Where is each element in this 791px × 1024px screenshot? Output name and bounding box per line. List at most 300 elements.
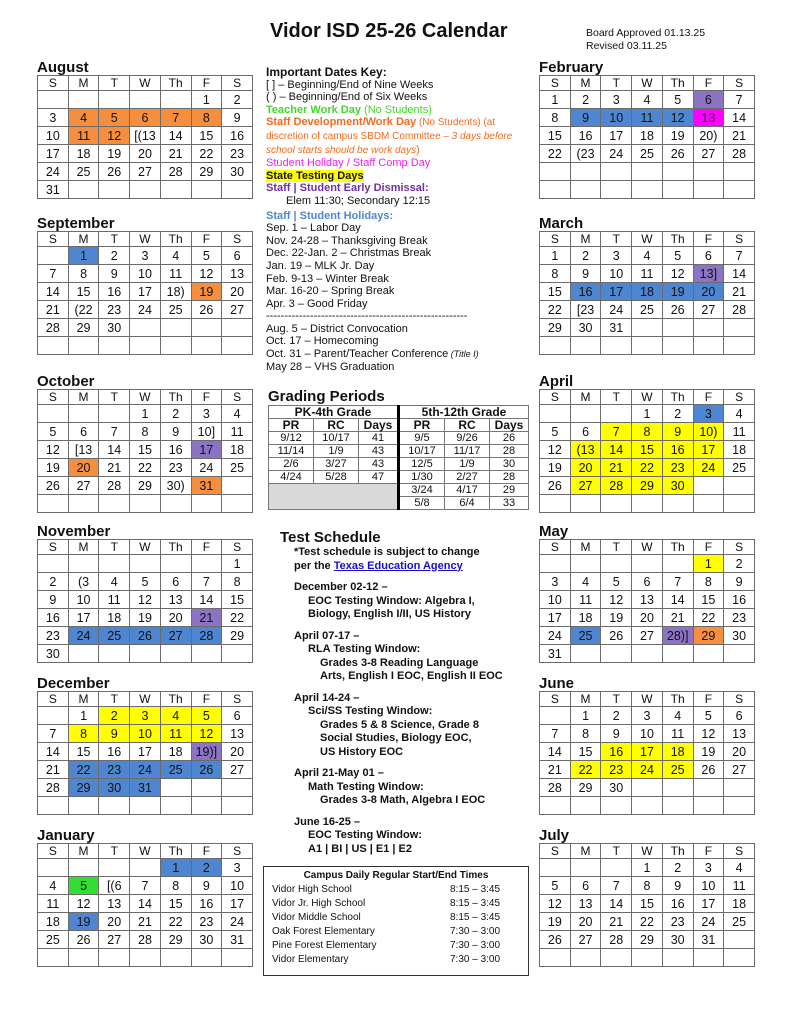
- day-cell: 24: [191, 459, 222, 477]
- day-cell: 16: [601, 743, 632, 761]
- day-cell: 22: [540, 301, 571, 319]
- weekday-header: S: [222, 540, 253, 555]
- day-cell: [632, 319, 663, 337]
- day-cell: [130, 949, 161, 967]
- day-cell: 21: [38, 301, 69, 319]
- day-cell: 26: [662, 301, 693, 319]
- day-cell: 5: [540, 423, 571, 441]
- day-cell: 23: [222, 145, 253, 163]
- weekday-header: M: [570, 692, 601, 707]
- day-cell: [693, 477, 724, 495]
- day-cell: (22: [68, 301, 99, 319]
- grading-cell: 12/5: [399, 458, 445, 471]
- day-cell: 9: [724, 573, 755, 591]
- weekday-header: Th: [160, 76, 191, 91]
- test-line: Sci/SS Testing Window:: [308, 705, 433, 717]
- day-cell: 20: [68, 459, 99, 477]
- month-october: [37, 374, 253, 513]
- day-cell: 3: [130, 707, 161, 725]
- day-cell: [99, 797, 130, 815]
- test-line: EOC Testing Window:: [308, 829, 422, 841]
- day-cell: 17: [601, 283, 632, 301]
- day-cell: 18: [632, 127, 663, 145]
- campus-name: Vidor Jr. High School: [272, 898, 366, 909]
- day-cell: 26: [601, 627, 632, 645]
- day-cell: 3: [693, 859, 724, 877]
- test-window: [280, 692, 530, 760]
- day-cell: 5: [38, 423, 69, 441]
- day-cell: 20: [160, 609, 191, 627]
- day-cell: [68, 555, 99, 573]
- day-cell: [724, 163, 755, 181]
- day-cell: 2: [160, 405, 191, 423]
- day-cell: 18: [160, 743, 191, 761]
- grading-cell: 1/9: [314, 445, 359, 458]
- day-cell: [662, 337, 693, 355]
- day-cell: [632, 495, 663, 513]
- day-cell: [160, 495, 191, 513]
- key-heading: Important Dates Key:: [266, 65, 387, 79]
- day-cell: 17: [693, 895, 724, 913]
- grading-cell: 2/6: [269, 458, 314, 471]
- test-subline: US History EOC: [320, 745, 404, 758]
- day-cell: 20: [222, 283, 253, 301]
- test-date: April 21-May 01 –: [294, 767, 384, 779]
- day-cell: 14: [130, 895, 161, 913]
- test-line: RLA Testing Window:: [308, 643, 421, 655]
- day-cell: 25: [724, 913, 755, 931]
- day-cell: [99, 859, 130, 877]
- day-cell: 4: [662, 707, 693, 725]
- day-cell: 12: [38, 441, 69, 459]
- day-cell: 5: [130, 573, 161, 591]
- day-cell: 12: [130, 591, 161, 609]
- day-cell: 31: [693, 931, 724, 949]
- day-cell: [130, 645, 161, 663]
- day-cell: [693, 779, 724, 797]
- day-cell: [632, 181, 663, 199]
- weekday-header: F: [693, 540, 724, 555]
- day-cell: [693, 181, 724, 199]
- day-cell: 18: [632, 283, 663, 301]
- day-cell: 31: [540, 645, 571, 663]
- key-state-testing: State Testing Days: [266, 169, 364, 182]
- day-cell: 8: [130, 423, 161, 441]
- holiday-list: [266, 222, 536, 310]
- day-cell: [570, 555, 601, 573]
- day-cell: 26: [540, 477, 571, 495]
- day-cell: [693, 495, 724, 513]
- day-cell: 30: [191, 931, 222, 949]
- day-cell: [632, 555, 663, 573]
- campus-name: Vidor High School: [272, 884, 352, 895]
- day-cell: 28: [130, 931, 161, 949]
- test-schedule: [280, 530, 530, 856]
- day-cell: 17: [130, 283, 161, 301]
- day-cell: 20: [130, 145, 161, 163]
- test-date: April 14-24 –: [294, 691, 360, 704]
- weekday-header: S: [540, 76, 571, 91]
- month-name: September: [37, 215, 115, 232]
- month-name: March: [539, 215, 584, 232]
- day-cell: 7: [601, 877, 632, 895]
- test-subline: Grades 5 & 8 Science, Grade 8: [320, 718, 479, 731]
- day-cell: [662, 645, 693, 663]
- day-cell: [38, 555, 69, 573]
- day-cell: [160, 319, 191, 337]
- day-cell: 15: [68, 743, 99, 761]
- test-subline: Grades 3-8 Math, Algebra I EOC: [320, 794, 486, 806]
- weekday-header: S: [540, 390, 571, 405]
- month-grid: [37, 691, 253, 815]
- campus-row: [272, 897, 520, 911]
- weekday-header: M: [570, 76, 601, 91]
- weekday-header: W: [632, 540, 663, 555]
- day-cell: 22: [130, 459, 161, 477]
- day-cell: 3: [130, 247, 161, 265]
- campus-row: [272, 883, 520, 897]
- key-holidays-heading: Staff | Student Holidays:: [266, 209, 394, 222]
- day-cell: [540, 337, 571, 355]
- day-cell: [191, 645, 222, 663]
- day-cell: 30: [662, 931, 693, 949]
- weekday-header: M: [68, 692, 99, 707]
- weekday-header: W: [130, 692, 161, 707]
- day-cell: [130, 181, 161, 199]
- day-cell: 14: [540, 743, 571, 761]
- day-cell: 12: [662, 109, 693, 127]
- day-cell: 27: [693, 145, 724, 163]
- key-teacher-work-day: Teacher Work Day (No Students): [266, 103, 432, 116]
- day-cell: 1: [222, 555, 253, 573]
- day-cell: 3: [601, 91, 632, 109]
- weekday-header: F: [191, 390, 222, 405]
- weekday-header: F: [693, 390, 724, 405]
- day-cell: 15: [540, 283, 571, 301]
- day-cell: 25: [632, 301, 663, 319]
- day-cell: 25: [38, 931, 69, 949]
- day-cell: 2: [724, 555, 755, 573]
- day-cell: [632, 337, 663, 355]
- weekday-header: W: [130, 844, 161, 859]
- day-cell: 22: [570, 761, 601, 779]
- grading-cell: 2/27: [445, 471, 490, 484]
- day-cell: 13: [222, 725, 253, 743]
- day-cell: 20: [570, 913, 601, 931]
- grading-cell: 5/28: [314, 471, 359, 484]
- day-cell: 13: [222, 265, 253, 283]
- month-grid: [37, 231, 253, 355]
- day-cell: [570, 405, 601, 423]
- campus-row: [272, 953, 520, 967]
- day-cell: 24: [693, 459, 724, 477]
- day-cell: 1: [130, 405, 161, 423]
- day-cell: [130, 859, 161, 877]
- day-cell: 30: [570, 319, 601, 337]
- campus-name: Vidor Middle School: [272, 912, 361, 923]
- day-cell: 2: [601, 707, 632, 725]
- month-grid: [539, 843, 755, 967]
- campus-times-heading: Campus Daily Regular Start/End Times: [303, 870, 489, 881]
- day-cell: 21: [130, 913, 161, 931]
- day-cell: [(13: [130, 127, 161, 145]
- day-cell: [724, 181, 755, 199]
- day-cell: 1: [632, 859, 663, 877]
- test-line: EOC Testing Window: Algebra I,: [308, 594, 475, 607]
- day-cell: [191, 495, 222, 513]
- day-cell: 29: [68, 779, 99, 797]
- day-cell: 28: [99, 477, 130, 495]
- grading-row: [269, 445, 529, 458]
- day-cell: 9: [222, 109, 253, 127]
- weekday-header: T: [99, 232, 130, 247]
- grading-cell: 11/17: [445, 445, 490, 458]
- day-cell: [601, 797, 632, 815]
- day-cell: 9: [570, 265, 601, 283]
- day-cell: 12: [191, 725, 222, 743]
- day-cell: 29: [570, 779, 601, 797]
- day-cell: 18: [99, 609, 130, 627]
- day-cell: [99, 405, 130, 423]
- day-cell: 5: [540, 877, 571, 895]
- day-cell: 24: [632, 761, 663, 779]
- month-july: [539, 828, 755, 967]
- day-cell: 27: [222, 761, 253, 779]
- grading-cell: 11/14: [269, 445, 314, 458]
- day-cell: (3: [68, 573, 99, 591]
- day-cell: 19)]: [191, 743, 222, 761]
- day-cell: [662, 495, 693, 513]
- month-grid: [539, 231, 755, 355]
- grading-cell: 1/30: [399, 471, 445, 484]
- day-cell: [570, 181, 601, 199]
- month-name: May: [539, 523, 569, 540]
- day-cell: [570, 949, 601, 967]
- day-cell: 21: [99, 459, 130, 477]
- day-cell: 6: [693, 247, 724, 265]
- day-cell: [540, 405, 571, 423]
- test-items: [280, 581, 530, 856]
- month-november: [37, 524, 253, 663]
- day-cell: [693, 949, 724, 967]
- grading-row: [269, 471, 529, 484]
- day-cell: 19: [693, 743, 724, 761]
- day-cell: 10: [222, 877, 253, 895]
- day-cell: [99, 91, 130, 109]
- day-cell: [601, 859, 632, 877]
- day-cell: [693, 337, 724, 355]
- day-cell: 16: [662, 441, 693, 459]
- day-cell: 6: [632, 573, 663, 591]
- weekday-header: W: [130, 540, 161, 555]
- day-cell: 4: [632, 247, 663, 265]
- day-cell: [632, 949, 663, 967]
- day-cell: [693, 797, 724, 815]
- grading-cell: 10/17: [314, 432, 359, 445]
- day-cell: 27: [570, 931, 601, 949]
- day-cell: 25: [632, 145, 663, 163]
- weekday-header: S: [38, 844, 69, 859]
- day-cell: 27: [99, 931, 130, 949]
- day-cell: [13: [68, 441, 99, 459]
- grading-cell: 43: [359, 458, 399, 471]
- day-cell: 26: [191, 301, 222, 319]
- weekday-header: M: [68, 232, 99, 247]
- month-name: November: [37, 523, 111, 540]
- weekday-header: Th: [160, 390, 191, 405]
- test-window: [280, 767, 530, 808]
- day-cell: 21: [601, 459, 632, 477]
- day-cell: 23: [662, 459, 693, 477]
- day-cell: 30: [99, 319, 130, 337]
- day-cell: 10]: [191, 423, 222, 441]
- day-cell: 28: [540, 779, 571, 797]
- grading-cell: 26: [490, 432, 529, 445]
- day-cell: [99, 949, 130, 967]
- day-cell: 23: [99, 761, 130, 779]
- day-cell: 23: [724, 609, 755, 627]
- key-staff-development: Staff Development/Work Day (No Students) (at discretion of campus SBDM Committee – 3 days before school starts should be work days): [266, 116, 513, 156]
- event-item: Aug. 5 – District Convocation: [266, 322, 408, 335]
- day-cell: 23: [38, 627, 69, 645]
- weekday-header: S: [38, 540, 69, 555]
- day-cell: 28: [191, 627, 222, 645]
- month-september: [37, 216, 253, 355]
- day-cell: [222, 181, 253, 199]
- day-cell: 25: [662, 761, 693, 779]
- day-cell: 8: [540, 265, 571, 283]
- day-cell: 4: [222, 405, 253, 423]
- day-cell: 10: [601, 109, 632, 127]
- day-cell: 23: [662, 913, 693, 931]
- day-cell: 5: [191, 247, 222, 265]
- day-cell: [38, 707, 69, 725]
- weekday-header: T: [99, 540, 130, 555]
- day-cell: 18: [662, 743, 693, 761]
- day-cell: 8: [160, 877, 191, 895]
- day-cell: 16: [191, 895, 222, 913]
- day-cell: 3: [601, 247, 632, 265]
- day-cell: 10: [130, 265, 161, 283]
- day-cell: [632, 163, 663, 181]
- day-cell: 11: [632, 109, 663, 127]
- holiday-item: Mar. 16-20 – Spring Break: [266, 285, 395, 298]
- day-cell: 23: [99, 301, 130, 319]
- grading-cell: 41: [359, 432, 399, 445]
- day-cell: 7: [662, 573, 693, 591]
- day-cell: 17: [632, 743, 663, 761]
- weekday-header: F: [693, 692, 724, 707]
- column-header: PR: [269, 419, 314, 432]
- grading-cell: 28: [490, 445, 529, 458]
- weekday-header: F: [191, 76, 222, 91]
- tea-link[interactable]: Texas Education Agency: [333, 559, 463, 572]
- day-cell: 28: [160, 163, 191, 181]
- day-cell: 21: [540, 761, 571, 779]
- day-cell: 11: [99, 591, 130, 609]
- day-cell: 3: [693, 405, 724, 423]
- day-cell: 28: [38, 779, 69, 797]
- day-cell: 30: [222, 163, 253, 181]
- weekday-header: T: [99, 844, 130, 859]
- day-cell: 25: [160, 301, 191, 319]
- day-cell: 26: [540, 931, 571, 949]
- campus-row: [272, 911, 520, 925]
- campus-times-box: [263, 866, 529, 976]
- day-cell: 28: [601, 477, 632, 495]
- day-cell: [160, 949, 191, 967]
- day-cell: [(6: [99, 877, 130, 895]
- campus-name: Pine Forest Elementary: [272, 940, 377, 951]
- day-cell: 27: [632, 627, 663, 645]
- key-six-weeks: ( ) – Beginning/End of Six Weeks: [266, 91, 428, 104]
- day-cell: 26: [662, 145, 693, 163]
- day-cell: 27: [130, 163, 161, 181]
- day-cell: 17: [68, 609, 99, 627]
- month-grid: [37, 389, 253, 513]
- day-cell: [160, 91, 191, 109]
- day-cell: [601, 949, 632, 967]
- day-cell: 10: [130, 725, 161, 743]
- day-cell: 26: [130, 627, 161, 645]
- key-early-dismissal: Staff | Student Early Dismissal:: [266, 182, 429, 195]
- day-cell: 23: [191, 913, 222, 931]
- day-cell: [23: [570, 301, 601, 319]
- day-cell: 6: [130, 109, 161, 127]
- day-cell: [99, 495, 130, 513]
- day-cell: 4: [570, 573, 601, 591]
- weekday-header: T: [601, 540, 632, 555]
- day-cell: 3: [632, 707, 663, 725]
- day-cell: 2: [570, 91, 601, 109]
- day-cell: 9: [191, 877, 222, 895]
- weekday-header: T: [601, 76, 632, 91]
- day-cell: 7: [724, 91, 755, 109]
- test-note-2: per the Texas Education Agency: [294, 559, 463, 572]
- day-cell: 4: [160, 247, 191, 265]
- test-window: [280, 581, 530, 622]
- campus-time: 7:30 – 3:00: [450, 926, 501, 937]
- grading-row: [269, 484, 529, 497]
- day-cell: 19: [662, 127, 693, 145]
- day-cell: 6: [222, 247, 253, 265]
- day-cell: 12: [693, 725, 724, 743]
- day-cell: 27: [160, 627, 191, 645]
- day-cell: 19: [601, 609, 632, 627]
- test-date: June 16-25 –: [294, 815, 361, 828]
- day-cell: 7: [99, 423, 130, 441]
- day-cell: 12: [68, 895, 99, 913]
- day-cell: 11: [68, 127, 99, 145]
- event-item: Oct. 17 – Homecoming: [266, 335, 379, 348]
- day-cell: 24: [693, 913, 724, 931]
- weekday-header: Th: [160, 232, 191, 247]
- day-cell: [38, 949, 69, 967]
- weekday-header: W: [632, 390, 663, 405]
- weekday-header: F: [191, 844, 222, 859]
- day-cell: [601, 645, 632, 663]
- day-cell: 29: [693, 627, 724, 645]
- day-cell: [68, 949, 99, 967]
- test-schedule-title: Test Schedule: [280, 529, 381, 546]
- day-cell: 25: [68, 163, 99, 181]
- day-cell: [38, 91, 69, 109]
- day-cell: [191, 181, 222, 199]
- day-cell: [632, 779, 663, 797]
- weekday-header: S: [222, 844, 253, 859]
- day-cell: [693, 645, 724, 663]
- day-cell: 12: [601, 591, 632, 609]
